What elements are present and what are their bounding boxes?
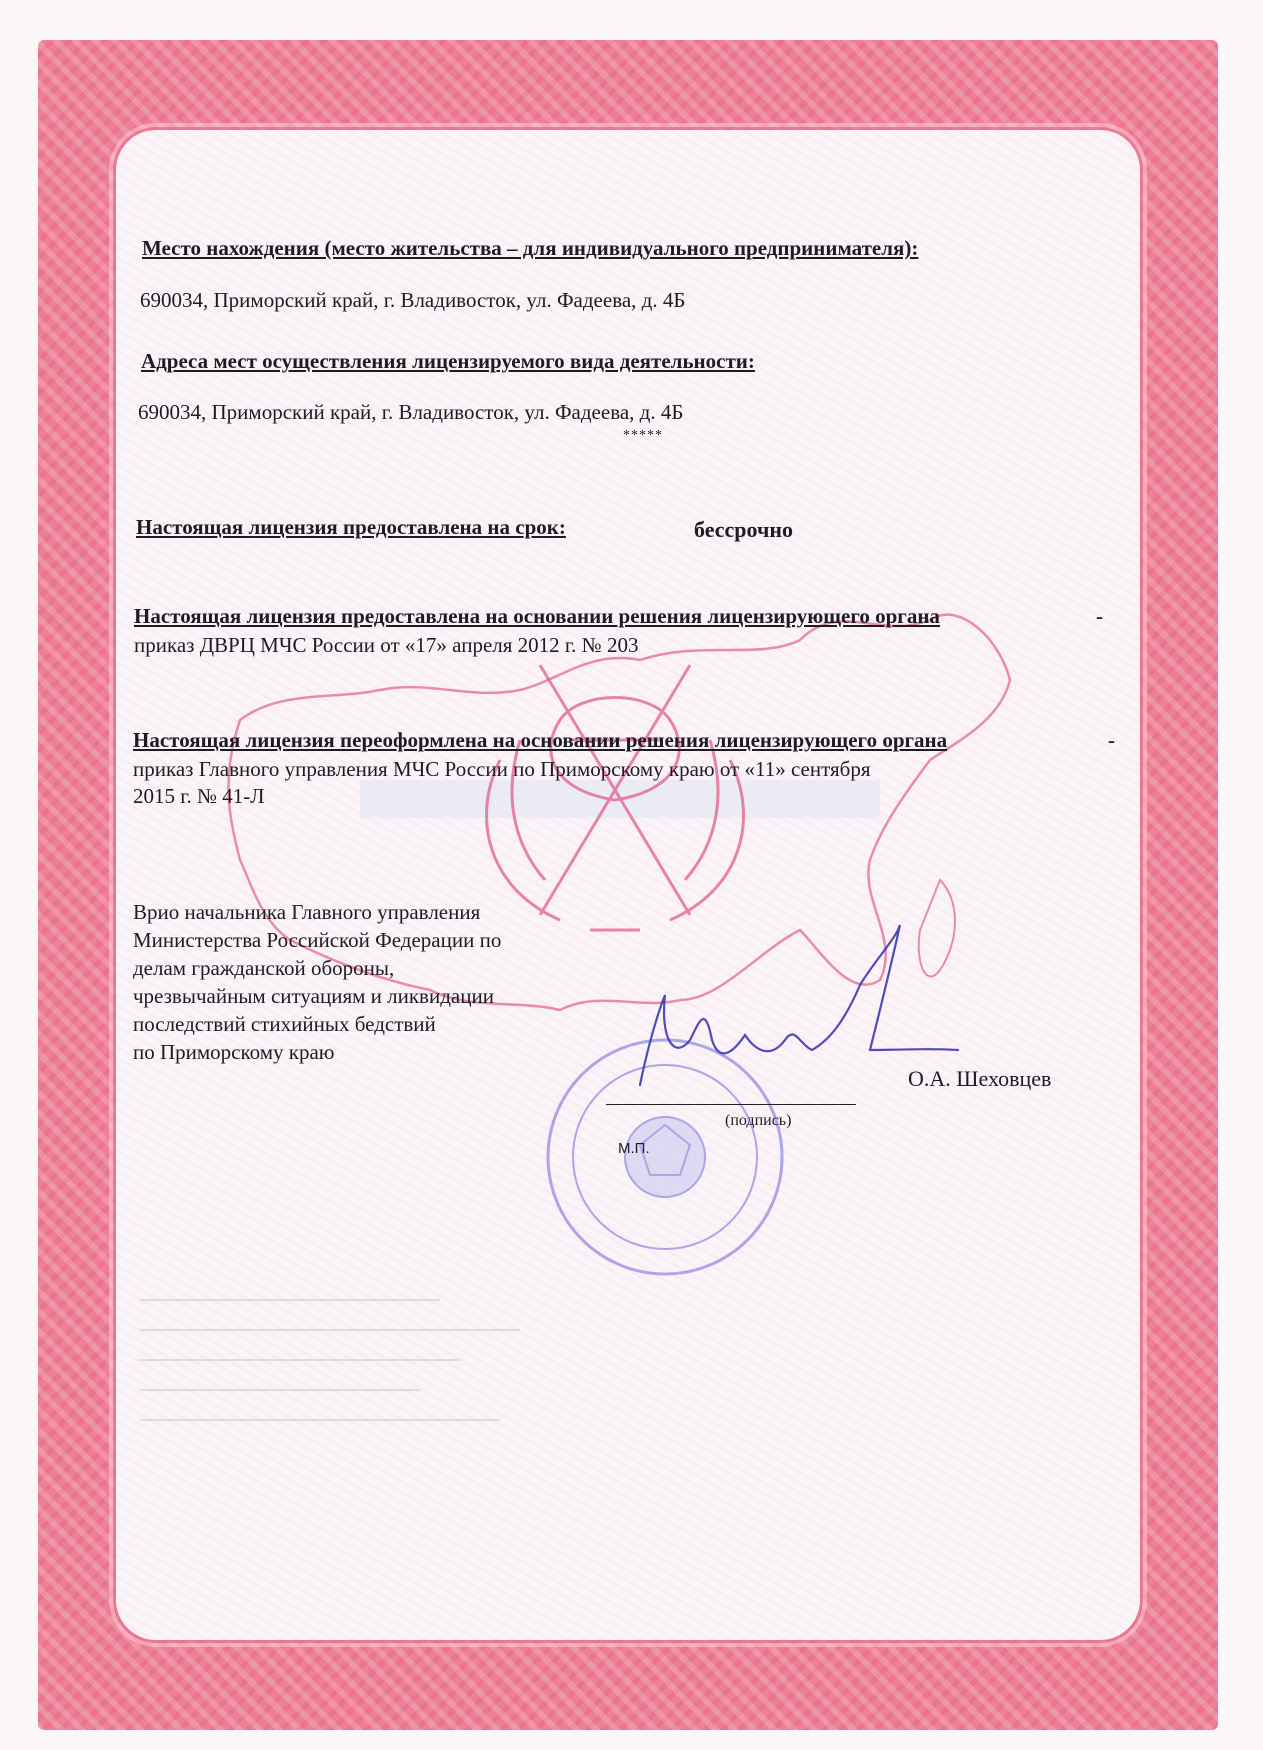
- activity-address-heading: Адреса мест осуществления лицензируемого вида деятельности:: [141, 349, 755, 373]
- reissue-value-line1: приказ Главного управления МЧС России по Приморскому краю от «11» сентября: [133, 757, 871, 781]
- signer-title-line: последствий стихийных бедствий: [133, 1012, 436, 1036]
- signature-caption: (подпись): [725, 1112, 792, 1129]
- basis-value: приказ ДВРЦ МЧС России от «17» апреля 2012 г. № 203: [134, 633, 639, 657]
- location-value: 690034, Приморский край, г. Владивосток, ул. Фадеева, д. 4Б: [140, 288, 686, 312]
- location-heading: Место нахождения (место жительства – для индивидуального предпринимателя):: [142, 236, 919, 260]
- signer-title: [133, 898, 501, 1066]
- signer-title-line: чрезвычайным ситуациям и ликвидации: [133, 984, 494, 1008]
- section-separator: *****: [623, 428, 663, 443]
- term-heading: Настоящая лицензия предоставлена на срок:: [136, 515, 566, 539]
- signer-title-line: Врио начальника Главного управления: [133, 900, 481, 924]
- basis-dash: -: [1096, 604, 1103, 628]
- basis-heading: Настоящая лицензия предоставлена на основании решения лицензирующего органа: [134, 604, 940, 628]
- signer-title-line: Министерства Российской Федерации по: [133, 928, 502, 952]
- reissue-dash: -: [1108, 728, 1115, 752]
- activity-address-value: 690034, Приморский край, г. Владивосток, ул. Фадеева, д. 4Б: [138, 400, 684, 424]
- seal-caption: М.П.: [618, 1140, 650, 1157]
- term-value: бессрочно: [694, 517, 794, 542]
- reissue-heading: Настоящая лицензия переоформлена на основании решения лицензирующего органа: [133, 728, 948, 752]
- signature-line: [606, 1104, 856, 1105]
- reissue-value-line2: 2015 г. № 41-Л: [133, 784, 265, 808]
- signer-name: О.А. Шеховцев: [908, 1066, 1052, 1091]
- signer-title-line: по Приморскому краю: [133, 1040, 335, 1064]
- signer-title-line: делам гражданской обороны,: [133, 956, 395, 980]
